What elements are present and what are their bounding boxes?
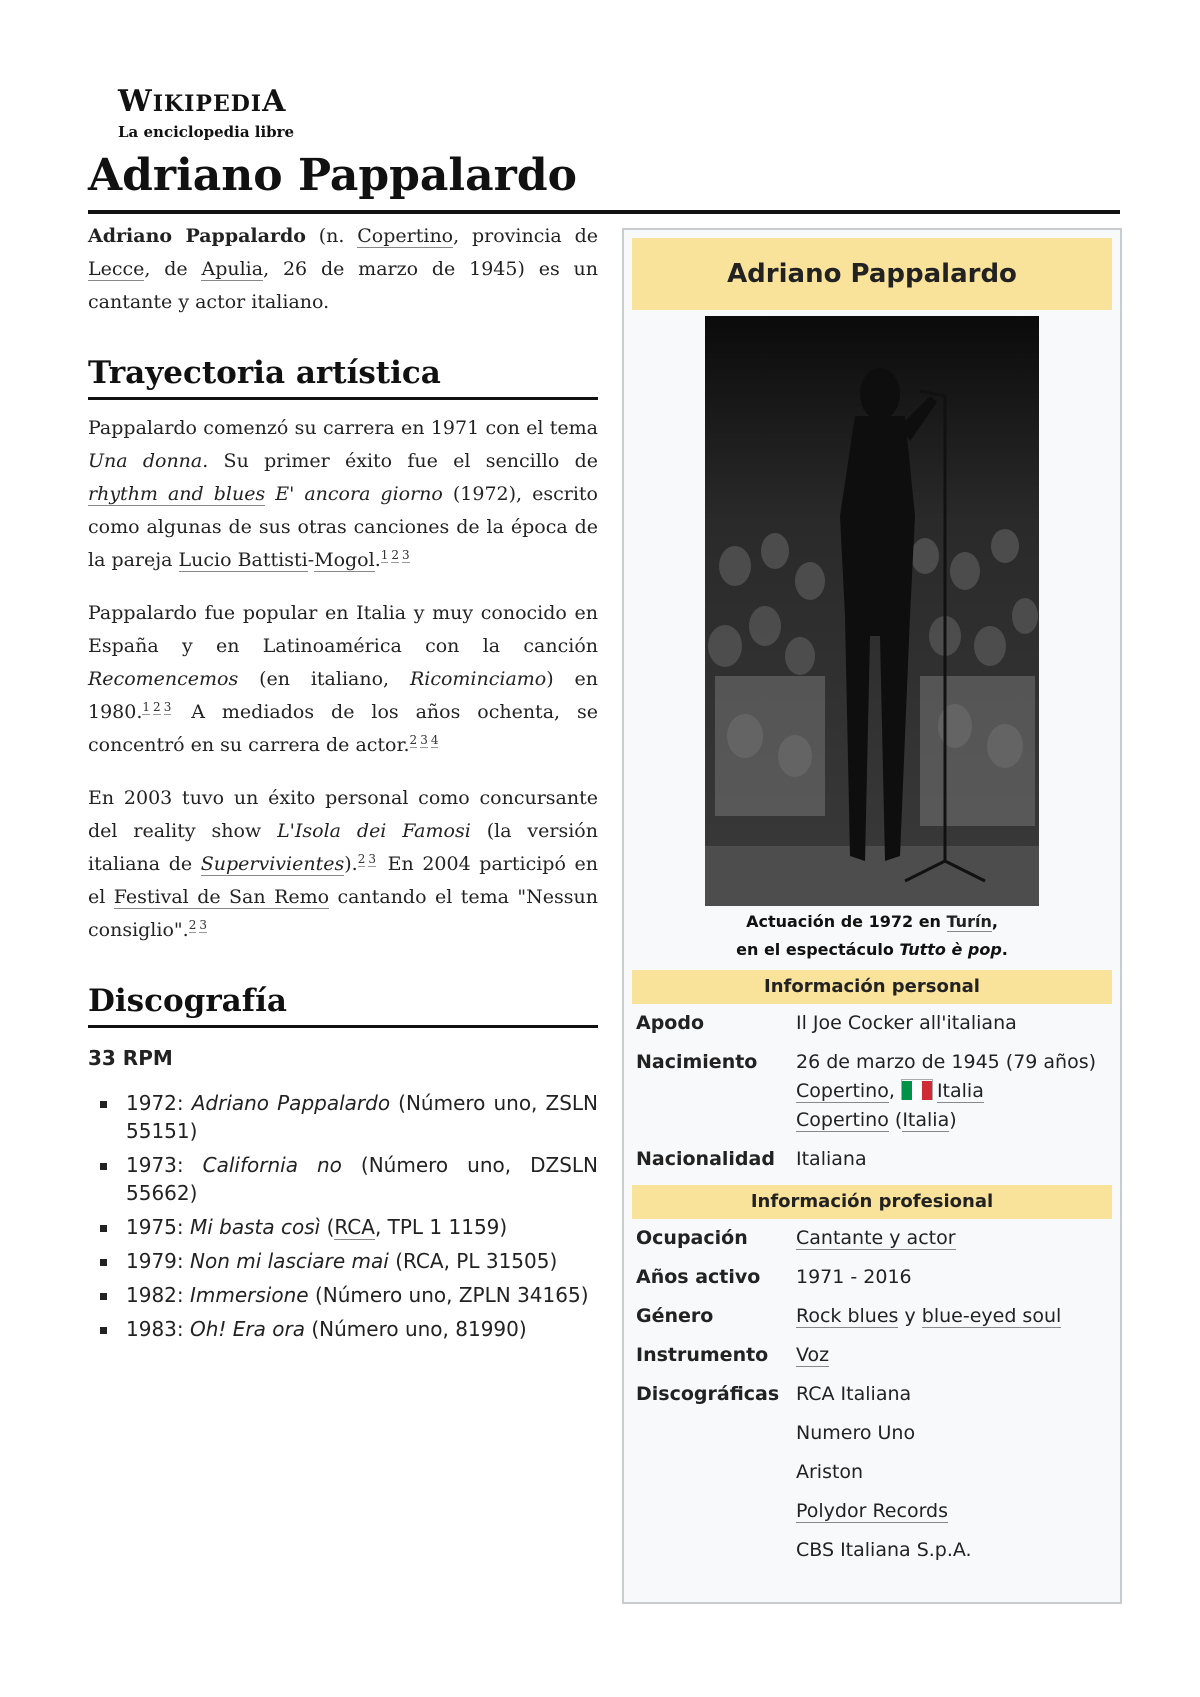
list-item: 1983: Oh! Era ora (Número uno, 81990) <box>126 1315 598 1343</box>
link-festival-san-remo[interactable]: Festival de San Remo <box>113 886 330 908</box>
link-apulia[interactable]: Apulia <box>201 258 264 280</box>
link-mogol[interactable]: Mogol <box>314 549 375 571</box>
link-ocupacion[interactable]: Cantante y actor <box>796 1227 956 1249</box>
link-rhythm-and-blues[interactable]: rhythm and blues <box>88 483 266 505</box>
infobox-row-nacimiento: Nacimiento 26 de marzo de 1945 (79 años) Copertino, Italia Copertino (Italia) <box>636 1051 1097 1131</box>
infobox-title: Adriano Pappalardo <box>632 238 1112 310</box>
list-item: 1973: California no (Número uno, DZSLN 55662) <box>126 1153 599 1205</box>
logo-tagline: La enciclopedia libre <box>118 123 295 141</box>
infobox-row-nacionalidad: Nacionalidad Italiana <box>636 1148 867 1170</box>
trayectoria-paragraph-2: Pappalardo fue popular en Italia y muy conocido en España y en Latinoamérica con la canción Recomencemos (en italiano, Ricominciamo) en 1980.$^{1 2 3}$ A mediados de los años ochenta, se concentró en su carrera de actor.$^{2 3 4}$ <box>88 602 599 756</box>
link-copertino-birth[interactable]: Copertino <box>796 1080 889 1102</box>
trayectoria-paragraph-3: En 2003 tuvo un éxito personal como concursante del reality show L'Isola dei Famosi (la versión italiana de Supervivientes).$^{2 3}$ En 2004 participó en el Festival de San Remo cantando el tema "Nessun consiglio".$^{2 3}$ <box>88 787 599 941</box>
infobox-row-genero: Género Rock blues y blue-eyed soul <box>636 1305 1062 1327</box>
wikipedia-logo[interactable] <box>118 86 318 142</box>
link-polydor-records[interactable]: Polydor Records <box>796 1500 949 1522</box>
reference-group[interactable]: 1 2 3 <box>380 547 410 562</box>
italy-flag-icon <box>901 1079 933 1100</box>
infobox-row-anos-activo: Años activo 1971 - 2016 <box>636 1266 912 1288</box>
section-heading-discografia: Discografía <box>88 981 598 1028</box>
infobox-caption: Actuación de 1972 en Turín, en el espectáculo Tutto è pop. <box>736 912 1008 959</box>
article-body <box>88 220 598 1349</box>
logo-wordmark: WIKIPEDIA <box>118 84 287 119</box>
link-lucio-battisti[interactable]: Lucio Battisti <box>178 549 308 571</box>
list-item: 1975: Mi basta così (RCA, TPL 1 1159) <box>126 1213 598 1241</box>
link-blue-eyed-soul[interactable]: blue-eyed soul <box>921 1305 1062 1327</box>
link-voz[interactable]: Voz <box>796 1344 830 1366</box>
infobox <box>622 228 1122 1604</box>
page-title: Adriano Pappalardo <box>88 148 1120 214</box>
infobox-photo[interactable] <box>705 316 1039 906</box>
infobox-row-instrumento: Instrumento Voz <box>636 1344 830 1366</box>
link-italia[interactable]: Italia <box>936 1080 984 1102</box>
label-item: CBS Italiana S.p.A. <box>796 1539 972 1561</box>
link-copertino-2[interactable]: Copertino <box>796 1109 889 1131</box>
infobox-section-personal: Información personal <box>632 970 1112 1004</box>
infobox-row-discograficas: Discográficas RCA Italiana Numero Uno Ariston Polydor Records CBS Italiana S.p.A. <box>632 1375 1112 1580</box>
link-italia-2[interactable]: Italia <box>902 1109 950 1131</box>
subheading-33rpm: 33 RPM <box>88 1046 173 1070</box>
reference-group[interactable]: 1 2 3 <box>142 699 172 714</box>
intro-paragraph: Adriano Pappalardo (n. Copertino, provincia de Lecce, de Apulia, 26 de marzo de 1945) es un cantante y actor italiano. <box>88 225 598 313</box>
infobox-row-ocupacion: Ocupación Cantante y actor <box>636 1227 956 1249</box>
list-item: 1972: Adriano Pappalardo (Número uno, ZSLN 55151) <box>126 1091 598 1143</box>
list-item: 1982: Immersione (Número uno, ZPLN 34165) <box>126 1281 598 1309</box>
link-turin[interactable]: Turín <box>946 912 992 931</box>
list-item: 1979: Non mi lasciare mai (RCA, PL 31505) <box>126 1247 598 1275</box>
link-supervivientes[interactable]: Supervivientes <box>200 853 345 875</box>
link-rock-blues[interactable]: Rock blues <box>796 1305 899 1327</box>
discography-list <box>88 1089 598 1343</box>
infobox-row-apodo: Apodo Il Joe Cocker all'italiana <box>636 1012 1017 1034</box>
label-item: RCA Italiana <box>796 1383 912 1405</box>
performer-photo-image <box>705 316 1039 906</box>
section-heading-trayectoria: Trayectoria artística <box>88 353 598 400</box>
label-item: Ariston <box>796 1461 864 1483</box>
intro-subject: Adriano Pappalardo <box>88 225 306 247</box>
link-copertino[interactable]: Copertino <box>357 225 454 247</box>
reference-group[interactable]: 2 3 4 <box>409 732 439 747</box>
infobox-section-profesional: Información profesional <box>632 1185 1112 1219</box>
trayectoria-paragraph-1: Pappalardo comenzó su carrera en 1971 con el tema Una donna. Su primer éxito fue el sencillo de rhythm and blues E' ancora giorno (1972), escrito como algunas de sus otras canciones de la época de la pareja Lucio Battisti-Mogol.$^{1 2 3}$ <box>88 417 598 571</box>
reference-group[interactable]: 2 3 <box>357 851 376 866</box>
link-lecce[interactable]: Lecce <box>88 258 145 280</box>
link-rca[interactable]: RCA <box>334 1215 375 1239</box>
reference-group[interactable]: 2 3 <box>188 917 207 932</box>
label-item: Numero Uno <box>796 1422 916 1444</box>
